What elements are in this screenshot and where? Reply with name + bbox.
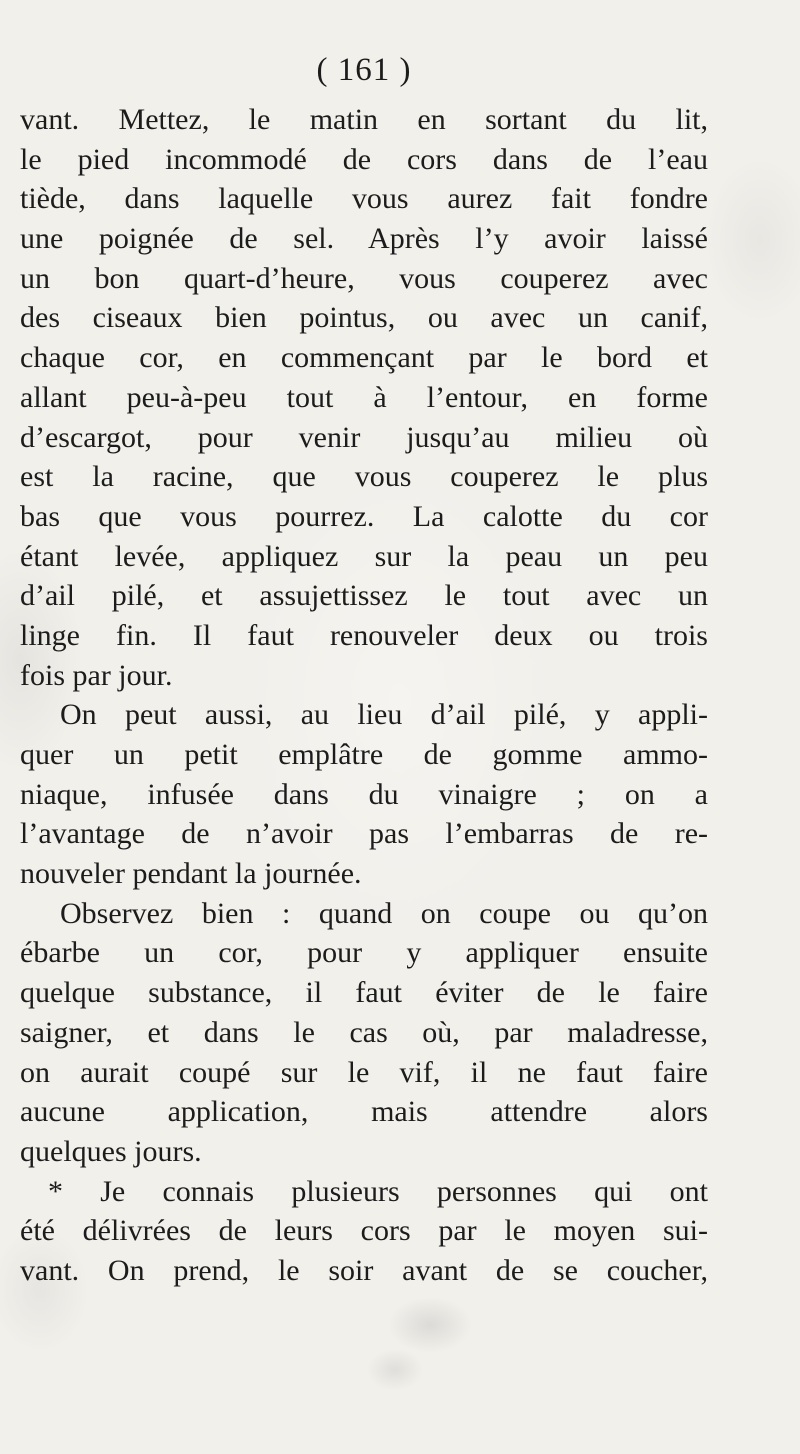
paragraph [20,894,708,1172]
text-line: chaque cor, en commençant par le bord et [20,341,708,375]
paragraph [20,100,708,695]
text-line: Observez bien : quand on coupe ou qu’on [60,896,708,930]
text-line: vant. Mettez, le matin en sortant du lit, [20,103,708,136]
text-line: quer un petit emplâtre de gomme ammo- [20,738,708,771]
page-number: ( 161 ) [316,52,412,88]
text-line: saigner, et dans le cas où, par maladresse, [20,1015,708,1049]
text-line: on aurait coupé sur le vif, il ne faut faire [20,1055,708,1089]
text-line: est la racine, que vous couperez le plus [20,460,708,494]
text-line: nouveler pendant la journée. [20,857,362,891]
text-line: l’avantage de n’avoir pas l’embarras de re- [20,817,708,851]
page-text [20,100,708,1291]
text-line: bas que vous pourrez. La calotte du cor [20,499,708,533]
text-line: niaque, infusée dans du vinaigre ; on a [20,777,708,811]
text-line: On peut aussi, au lieu d’ail pilé, y appli- [60,698,708,732]
text-line: d’escargot, pour venir jusqu’au milieu où [20,420,708,454]
text-line: le pied incommodé de cors dans de l’eau [20,142,708,176]
text-line: quelque substance, il faut éviter de le faire [20,976,708,1010]
text-line: tiède, dans laquelle vous aurez fait fondre [20,182,708,216]
text-line: une poignée de sel. Après l’y avoir laissé [20,222,708,256]
text-line: d’ail pilé, et assujettissez le tout avec un [20,579,708,613]
text-line: quelques jours. [20,1134,202,1168]
text-line: étant levée, appliquez sur la peau un peu [20,539,708,573]
text-line: ébarbe un cor, pour y appliquer ensuite [20,936,708,970]
text-line: été délivrées de leurs cors par le moyen sui- [20,1214,708,1248]
text-line: * Je connais plusieurs personnes qui ont [48,1174,708,1208]
text-line: fois par jour. [20,658,173,692]
paragraph [20,695,708,893]
paragraph [20,1172,708,1291]
text-line: vant. On prend, le soir avant de se coucher, [20,1253,708,1287]
text-line: linge fin. Il faut renouveler deux ou trois [20,618,708,652]
text-line: allant peu-à-peu tout à l’entour, en forme [20,380,708,414]
text-line: aucune application, mais attendre alors [20,1095,708,1129]
text-line: un bon quart-d’heure, vous couperez avec [20,261,708,295]
text-line: des ciseaux bien pointus, ou avec un canif, [20,301,708,335]
